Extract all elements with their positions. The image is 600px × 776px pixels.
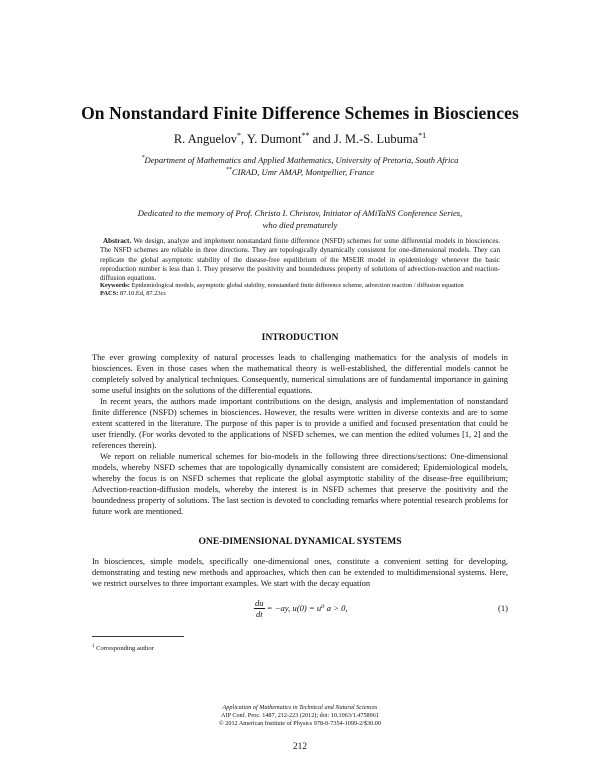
affiliation-mark: *1 [418,131,427,140]
author-name: J. M.-S. Lubuma [333,132,419,147]
publication-copyright: © 2012 American Institute of Physics 978-0-7354-1099-2/$30.00 [219,720,381,728]
affiliation-line [0,155,600,165]
equation-body [254,598,348,619]
author-separator: and [309,132,334,147]
affiliation-mark: * [141,155,145,162]
footnote-mark: 1 [92,644,95,649]
affiliation-mark: ** [301,131,310,140]
footnote [92,644,392,652]
affiliation-text: Department of Mathematics and Applied Mathematics, University of Pretoria, South Africa [144,155,459,165]
intro-paragraph-1: The ever growing complexity of natural processes leads to challenging mathematics for the analysis of models in biosciences. Even in those cases when the mathematical theory is well-established, the differential models cannot be completely solved by analytical techniques. Consequently, numerical simulations are of fundamental importance in gaining some useful insights on the solutions of the differential equations. [92,353,508,395]
publication-citation: AIP Conf. Proc. 1487, 212-223 (2012); doi: 10.1063/1.4758961 [221,712,379,720]
author-name: Y. Dumont [246,132,302,147]
section-heading-one-dimensional: ONE-DIMENSIONAL DYNAMICAL SYSTEMS [198,536,402,547]
intro-paragraph-2: In recent years, the authors made important contributions on the design, analysis and implementation of nonstandard finite difference (NSFD) schemes in biosciences. However, the results were written in diverse contexts and are to some extent scattered in the literature. The purpose of this paper is to provide a unified and focused presentation that could be user friendly. (For works devoted to the applications of NSFD schemes, we can mention the edited volumes [1, 2] and the references therein). [92,397,508,450]
affiliation-line [0,167,600,177]
footnote-rule [92,636,184,637]
intro-paragraph-3: We report on reliable numerical schemes for bio-models in the following three directions/sections: One-dimensional models, whereby NSFD schemes that are topologically dynamically consistent are considered; Epidemiological models, whereby the focus is on NSFD schemes that replicate the global asymptotic stability of the disease-free equilibrium; Advection-reaction-diffusion models, whereby the interest is in NSFD schemes that preserve the positivity and the boundedness property of solutions. The last section is devoted to concluding remarks where potential research problems for future work are mentioned. [92,452,508,516]
equation-denominator: dt [255,609,263,619]
keywords-block [100,282,500,299]
page-number: 212 [292,742,308,752]
equation-rhs: = −ay, u(0) = u⁰ a > 0, [266,603,348,613]
abstract-label: Abstract. [103,237,132,245]
equation-fraction [254,598,265,619]
author-separator: , [241,132,247,147]
footnote-text: Corresponding author [96,645,154,653]
abstract [100,237,500,283]
keywords-label: Keywords: [100,282,130,289]
equation-number: (1) [497,603,508,613]
section-heading-introduction: INTRODUCTION [261,332,339,343]
equation-1 [92,598,508,622]
affiliation-mark: ** [225,167,232,174]
author-name: R. Anguelov [173,132,238,147]
pacs-text: 87.10.Ed, 87.23cc [119,290,167,298]
pacs-label: PACS: [100,290,119,298]
equation-numerator: du [255,598,264,608]
publication-venue: Application of Mathematics in Technical and Natural Sciences [222,704,378,711]
ods-paragraph-1: In biosciences, simple models, specifically one-dimensional ones, constitute a convenient setting for developing, demonstrating and testing new methods and approaches, which then can be extended to multidimensional systems. Here, we restrict ourselves to three important examples. We start with the decay equation [92,557,508,588]
affiliation-text: CIRAD, Umr AMAP, Montpellier, France [231,167,375,177]
keywords-text: Epidemiological models, asymptotic global stability, nonstandard finite difference scheme, advection reaction / diffusion equation [131,282,464,289]
pacs-line [100,290,500,298]
paper-title: On Nonstandard Finite Difference Schemes in Biosciences [81,103,519,123]
keywords-line [100,282,500,290]
affiliation-mark: * [237,131,242,140]
abstract-text: We design, analyze and implement nonstandard finite difference (NSFD) schemes for some differential models in biosciences. The NSFD schemes are reliable in three directions. They are topologically dynamically consistent for one-dimensional models. They can replicate the global asymptotic stability of the disease-free equilibrium of the MSEIR model in epidemiology whenever the basic reproduction number is less than 1. They preserve the positivity and boundedness property of solutions of advection-reaction and reaction-diffusion equations. [100,237,500,283]
dedication: Dedicated to the memory of Prof. Christo I. Christov, Initiator of AMiTaNS Conference Series, who died prematurely [137,208,463,230]
author-list [0,131,600,147]
publication-info [0,704,600,729]
